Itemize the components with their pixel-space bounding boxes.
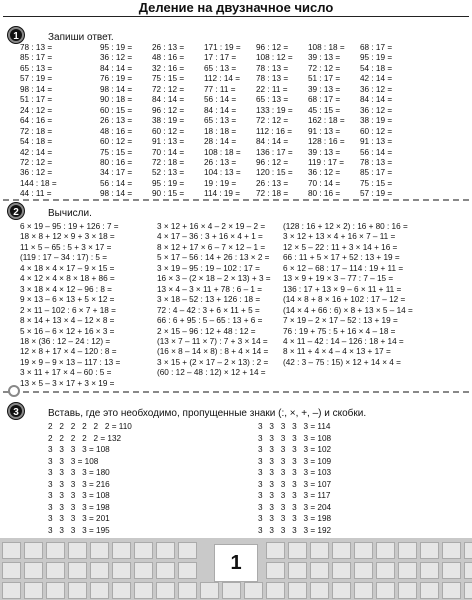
exercise-item: 19 × 9 – 9 × 13 – 117 : 13 = bbox=[20, 357, 121, 367]
grid-cell bbox=[376, 542, 395, 559]
exercise-column bbox=[308, 43, 345, 200]
grid-cell bbox=[68, 542, 87, 559]
exercise-item: 72 : 12 = bbox=[20, 157, 53, 167]
exercise-item: 76 : 19 = bbox=[100, 74, 133, 84]
exercise-item: 72 : 12 = bbox=[152, 84, 185, 94]
exercise-item: 84 : 14 = bbox=[204, 105, 237, 115]
exercise-item: 108 : 12 = bbox=[256, 53, 293, 63]
exercise-item: 34 : 17 = bbox=[100, 168, 133, 178]
grid-cell bbox=[134, 562, 153, 579]
exercise-item: (42 : 3 – 75 : 15) × 12 + 14 × 4 = bbox=[283, 357, 401, 367]
exercise-item: 96 : 12 = bbox=[256, 157, 289, 167]
grid-cell bbox=[442, 582, 461, 599]
exercise-item: 11 × 5 – 65 : 5 + 3 × 17 = bbox=[20, 242, 112, 252]
exercise-item: 36 : 12 = bbox=[20, 168, 53, 178]
exercise-item: 8 × 12 + 17 × 6 – 7 × 12 – 1 = bbox=[157, 242, 266, 252]
exercise-column bbox=[152, 43, 184, 200]
exercise-item: 120 : 15 = bbox=[256, 168, 293, 178]
grid-cell bbox=[46, 562, 65, 579]
grid-cell bbox=[420, 542, 439, 559]
exercise-item: 85 : 17 = bbox=[360, 168, 393, 178]
grid-cell bbox=[354, 562, 373, 579]
exercise-item: 39 : 13 = bbox=[308, 84, 341, 94]
exercise-item: 54 : 18 = bbox=[20, 137, 53, 147]
exercise-item: 51 : 17 = bbox=[20, 95, 53, 105]
grid-cell bbox=[156, 582, 175, 599]
exercise-item: 90 : 18 = bbox=[100, 95, 133, 105]
title-underline bbox=[3, 16, 469, 17]
exercise-item: 8 × 11 + 4 × 4 – 4 × 13 + 17 = bbox=[283, 347, 391, 357]
grid-cell bbox=[178, 542, 197, 559]
grid-cell bbox=[46, 582, 65, 599]
grid-cell bbox=[420, 582, 439, 599]
exercise-item: 66 : 11 + 5 × 17 + 52 : 13 + 19 = bbox=[283, 253, 400, 263]
exercise-item: 39 : 13 = bbox=[308, 53, 341, 63]
equation-item: 3 3 3 3 3 = 107 bbox=[258, 479, 332, 489]
grid-cell bbox=[464, 542, 472, 559]
equation-item: 3 3 3 3 3 = 109 bbox=[258, 456, 332, 466]
exercise-item: 72 : 4 – 42 : 3 + 6 × 11 + 5 = bbox=[157, 305, 260, 315]
exercise-item: 56 : 14 = bbox=[360, 147, 393, 157]
exercise-item: 3 × 18 × 4 × 12 – 96 : 8 = bbox=[20, 284, 112, 294]
exercise-item: 98 : 14 = bbox=[20, 84, 53, 94]
exercise-item: 13 × 9 + 19 × 3 – 77 : 7 – 15 = bbox=[283, 274, 394, 284]
section-divider-2 bbox=[3, 391, 469, 393]
exercise-item: 4 × 12 × 4 × 8 × 18 + 86 = bbox=[20, 274, 115, 284]
exercise-item: 36 : 12 = bbox=[100, 53, 133, 63]
exercise-item: 136 : 17 + 13 × 9 – 6 × 11 + 11 = bbox=[283, 284, 402, 294]
exercise-item: 18 × (36 : 12 – 24 : 12) = bbox=[20, 336, 111, 346]
exercise-item: 68 : 17 = bbox=[308, 95, 341, 105]
task-1-title: Запиши ответ. bbox=[48, 32, 114, 43]
grid-cell bbox=[398, 562, 417, 579]
exercise-item: 65 : 13 = bbox=[204, 63, 237, 73]
exercise-item: 3 × 11 + 17 × 4 – 60 : 5 = bbox=[20, 368, 112, 378]
exercise-item: 18 : 18 = bbox=[204, 126, 237, 136]
exercise-item: 39 : 13 = bbox=[308, 147, 341, 157]
exercise-item: 3 × 19 – 95 : 19 – 102 : 17 = bbox=[157, 263, 260, 273]
grid-cell bbox=[90, 582, 109, 599]
grid-cell bbox=[288, 582, 307, 599]
exercise-item: 98 : 14 = bbox=[100, 189, 133, 199]
exercise-item: 4 × 18 × 4 × 17 – 9 × 15 = bbox=[20, 263, 115, 273]
exercise-item: 65 : 13 = bbox=[256, 95, 289, 105]
exercise-item: 26 : 13 = bbox=[256, 178, 289, 188]
grid-cell bbox=[310, 562, 329, 579]
equation-item: 2 2 2 2 2 = 132 bbox=[48, 433, 122, 443]
equation-item: 3 3 3 3 3 = 108 bbox=[258, 433, 332, 443]
exercise-item: 8 × 14 + 13 × 4 – 12 × 8 = bbox=[20, 316, 115, 326]
exercise-item: 54 : 18 = bbox=[360, 63, 393, 73]
exercise-item: 52 : 13 = bbox=[152, 168, 185, 178]
grid-cell bbox=[134, 582, 153, 599]
grid-cell bbox=[112, 562, 131, 579]
equation-item: 3 3 3 3 3 = 192 bbox=[258, 525, 332, 535]
exercise-item: 18 × 8 + 12 × 9 + 3 × 18 = bbox=[20, 232, 115, 242]
exercise-item: (13 × 7 – 11 × 7) : 7 + 3 × 14 = bbox=[157, 336, 268, 346]
exercise-item: 38 : 19 = bbox=[360, 116, 393, 126]
exercise-item: 13 × 4 – 3 × 11 + 78 : 6 – 1 = bbox=[157, 284, 263, 294]
grid-cell bbox=[24, 562, 43, 579]
exercise-item: 3 × 12 + 16 × 4 – 2 × 19 – 2 = bbox=[157, 222, 266, 231]
footer-grid bbox=[0, 538, 472, 600]
exercise-item: 6 × 12 – 68 : 17 – 114 : 19 + 11 = bbox=[283, 263, 404, 273]
exercise-item: 65 : 13 = bbox=[20, 63, 53, 73]
exercise-item: 9 × 13 – 6 × 13 + 5 × 12 = bbox=[20, 295, 115, 305]
exercise-item: (16 × 8 – 14 × 8) : 8 + 4 × 14 = bbox=[157, 347, 269, 357]
exercise-item: 26 : 13 = bbox=[100, 116, 133, 126]
grid-cell bbox=[332, 542, 351, 559]
exercise-item: 171 : 19 = bbox=[204, 43, 241, 52]
exercise-item: 98 : 14 = bbox=[100, 84, 133, 94]
exercise-item: 91 : 13 = bbox=[152, 137, 185, 147]
exercise-item: 72 : 18 = bbox=[20, 126, 53, 136]
equation-item: 3 3 3 3 = 108 bbox=[48, 491, 110, 501]
exercise-item: 72 : 18 = bbox=[256, 189, 289, 199]
exercise-item: 36 : 12 = bbox=[360, 105, 393, 115]
exercise-item: 72 : 12 = bbox=[256, 116, 289, 126]
exercise-item: 133 : 19 = bbox=[256, 105, 293, 115]
exercise-column bbox=[20, 222, 120, 389]
exercise-item: 56 : 14 = bbox=[204, 95, 237, 105]
grid-cell bbox=[2, 542, 21, 559]
task-3-title: Вставь, где это необходимо, пропущенные знаки (:, ×, +, –) и скобки. bbox=[48, 408, 367, 419]
exercise-item: 84 : 14 = bbox=[360, 95, 393, 105]
exercise-item: 76 : 19 + 75 : 5 + 16 × 4 – 18 = bbox=[283, 326, 396, 336]
grid-cell bbox=[398, 582, 417, 599]
exercise-item: 12 × 8 + 17 × 4 – 120 : 8 = bbox=[20, 347, 117, 357]
exercise-item: 3 × 18 – 52 : 13 + 126 : 18 = bbox=[157, 295, 261, 305]
exercise-item: 16 × 3 – (2 × 18 – 2 × 13) + 3 = bbox=[157, 274, 271, 284]
grid-cell bbox=[200, 582, 219, 599]
grid-cell bbox=[332, 562, 351, 579]
exercise-item: 70 : 14 = bbox=[152, 147, 185, 157]
exercise-item: 77 : 11 = bbox=[204, 84, 236, 94]
equation-item: 3 3 3 3 3 = 204 bbox=[258, 502, 332, 512]
exercise-item: 28 : 14 = bbox=[204, 137, 237, 147]
grid-cell bbox=[354, 582, 373, 599]
grid-cell bbox=[354, 542, 373, 559]
exercise-column bbox=[157, 222, 271, 379]
exercise-item: (60 : 12 – 48 : 12) × 12 + 14 = bbox=[157, 368, 266, 378]
equation-item: 3 3 3 3 3 = 103 bbox=[258, 468, 332, 478]
exercise-item: 78 : 13 = bbox=[256, 63, 289, 73]
grid-cell bbox=[244, 582, 263, 599]
exercise-item: 75 : 15 = bbox=[360, 178, 393, 188]
grid-cell bbox=[442, 542, 461, 559]
exercise-item: 91 : 13 = bbox=[308, 126, 341, 136]
exercise-item: 4 × 11 – 42 : 14 – 126 : 18 + 14 = bbox=[283, 336, 404, 346]
exercise-item: 72 : 18 = bbox=[152, 157, 185, 167]
exercise-item: 68 : 17 = bbox=[360, 43, 393, 52]
page-number: 1 bbox=[214, 544, 258, 582]
exercise-item: 57 : 19 = bbox=[20, 74, 53, 84]
task-3-badge: 3 bbox=[8, 403, 24, 419]
exercise-item: 5 × 16 – 6 × 12 + 16 × 3 = bbox=[20, 326, 115, 336]
exercise-item: 60 : 12 = bbox=[152, 126, 185, 136]
grid-cell bbox=[420, 562, 439, 579]
grid-cell bbox=[68, 582, 87, 599]
exercise-item: 13 × 5 – 3 × 17 + 3 × 19 = bbox=[20, 378, 115, 388]
divider-dot bbox=[8, 385, 20, 397]
grid-cell bbox=[178, 562, 197, 579]
exercise-item: 6 × 19 – 95 : 19 + 126 : 7 = bbox=[20, 222, 119, 231]
exercise-column bbox=[256, 43, 293, 200]
exercise-item: 51 : 17 = bbox=[308, 74, 341, 84]
exercise-item: 75 : 15 = bbox=[100, 147, 133, 157]
grid-cell bbox=[156, 562, 175, 579]
task-2-badge: 2 bbox=[8, 203, 24, 219]
equation-item: 3 3 3 = 108 bbox=[48, 456, 99, 466]
exercise-item: 84 : 14 = bbox=[152, 95, 185, 105]
grid-cell bbox=[288, 542, 307, 559]
exercise-item: 48 : 16 = bbox=[100, 126, 133, 136]
exercise-item: 2 × 15 – 96 : 12 + 48 : 12 = bbox=[157, 326, 256, 336]
exercise-column bbox=[360, 43, 392, 200]
grid-cell bbox=[464, 582, 472, 599]
exercise-item: 65 : 13 = bbox=[204, 116, 237, 126]
exercise-item: 19 : 19 = bbox=[204, 178, 237, 188]
equation-item: 3 3 3 3 3 = 117 bbox=[258, 491, 331, 501]
exercise-item: 2 × 11 – 102 : 6 × 7 + 18 = bbox=[20, 305, 116, 315]
exercise-item: 78 : 13 = bbox=[360, 157, 393, 167]
section-divider-1 bbox=[3, 199, 469, 201]
task-2-title: Вычисли. bbox=[48, 208, 92, 219]
equation-item: 3 3 3 3 3 = 102 bbox=[258, 445, 332, 455]
grid-cell bbox=[266, 542, 285, 559]
page-title: Деление на двузначное число bbox=[138, 0, 334, 15]
grid-cell bbox=[222, 582, 241, 599]
equation-item: 3 3 3 3 = 195 bbox=[48, 525, 110, 535]
exercise-column bbox=[100, 43, 132, 200]
exercise-item: 96 : 12 = bbox=[152, 105, 185, 115]
exercise-item: 56 : 14 = bbox=[100, 178, 133, 188]
exercise-item: 91 : 13 = bbox=[360, 137, 393, 147]
exercise-item: 5 × 17 – 56 : 14 + 26 : 13 × 2 = bbox=[157, 253, 270, 263]
grid-cell bbox=[178, 582, 197, 599]
grid-cell bbox=[24, 542, 43, 559]
exercise-item: (128 : 16 + 12 × 2) : 16 + 80 : 16 = bbox=[283, 222, 408, 231]
exercise-item: 7 × 19 – 2 × 17 – 52 : 13 + 19 = bbox=[283, 316, 398, 326]
exercise-item: 119 : 17 = bbox=[308, 157, 345, 167]
exercise-item: 104 : 13 = bbox=[204, 168, 241, 178]
equation-item: 3 3 3 3 = 198 bbox=[48, 502, 110, 512]
exercise-item: 95 : 19 = bbox=[152, 178, 185, 188]
exercise-item: 17 : 17 = bbox=[204, 53, 237, 63]
equation-item: 3 3 3 3 = 201 bbox=[48, 514, 110, 524]
exercise-item: 24 : 12 = bbox=[20, 105, 53, 115]
exercise-item: 78 : 13 = bbox=[256, 74, 289, 84]
exercise-item: 44 : 11 = bbox=[20, 189, 52, 199]
exercise-item: 42 : 14 = bbox=[20, 147, 53, 157]
grid-cell bbox=[464, 562, 472, 579]
exercise-item: 84 : 14 = bbox=[100, 63, 133, 73]
grid-cell bbox=[310, 542, 329, 559]
grid-cell bbox=[398, 542, 417, 559]
grid-cell bbox=[112, 582, 131, 599]
grid-cell bbox=[112, 542, 131, 559]
exercise-item: 112 : 16 = bbox=[256, 126, 293, 136]
grid-cell bbox=[2, 582, 21, 599]
exercise-item: 45 : 15 = bbox=[308, 105, 341, 115]
exercise-item: 90 : 15 = bbox=[152, 189, 185, 199]
task-1-badge: 1 bbox=[8, 27, 24, 43]
exercise-item: 60 : 12 = bbox=[100, 137, 133, 147]
grid-cell bbox=[266, 562, 285, 579]
exercise-item: 26 : 13 = bbox=[204, 157, 237, 167]
exercise-item: 60 : 12 = bbox=[360, 126, 393, 136]
grid-cell bbox=[266, 582, 285, 599]
grid-cell bbox=[332, 582, 351, 599]
equation-item: 2 2 2 2 2 2 = 110 bbox=[48, 422, 132, 431]
exercise-item: 38 : 19 = bbox=[152, 116, 185, 126]
exercise-item: 85 : 17 = bbox=[20, 53, 53, 63]
equation-item: 3 3 3 3 3 = 198 bbox=[258, 514, 332, 524]
exercise-item: 36 : 12 = bbox=[360, 84, 393, 94]
exercise-item: 32 : 16 = bbox=[152, 63, 185, 73]
equation-item: 3 3 3 3 = 216 bbox=[48, 479, 110, 489]
exercise-item: (14 × 4 + 66 : 6) × 8 + 13 × 5 – 14 = bbox=[283, 305, 413, 315]
exercise-item: 22 : 11 = bbox=[256, 84, 288, 94]
exercise-item: 80 : 16 = bbox=[100, 157, 133, 167]
exercise-item: 42 : 14 = bbox=[360, 74, 393, 84]
exercise-column bbox=[283, 222, 413, 368]
exercise-item: 108 : 18 = bbox=[308, 43, 345, 52]
exercise-column bbox=[204, 43, 241, 200]
grid-cell bbox=[90, 562, 109, 579]
exercise-item: 70 : 14 = bbox=[308, 178, 341, 188]
equation-item: 3 3 3 3 3 = 114 bbox=[258, 422, 331, 431]
exercise-item: 4 × 17 – 36 : 3 + 16 × 4 + 1 = bbox=[157, 232, 263, 242]
grid-cell bbox=[134, 542, 153, 559]
grid-cell bbox=[24, 582, 43, 599]
exercise-item: 60 : 15 = bbox=[100, 105, 133, 115]
grid-cell bbox=[288, 562, 307, 579]
exercise-item: 26 : 13 = bbox=[152, 43, 185, 52]
exercise-item: 80 : 16 = bbox=[308, 189, 341, 199]
grid-cell bbox=[376, 582, 395, 599]
exercise-item: 12 × 5 – 22 : 11 + 3 × 14 + 16 = bbox=[283, 242, 398, 252]
grid-cell bbox=[310, 582, 329, 599]
exercise-item: 78 : 13 = bbox=[20, 43, 53, 52]
exercise-item: 66 : 6 + 95 : 5 – 65 : 13 + 6 = bbox=[157, 316, 263, 326]
exercise-item: 48 : 16 = bbox=[152, 53, 185, 63]
equation-item: 3 3 3 3 = 180 bbox=[48, 468, 110, 478]
exercise-item: 72 : 12 = bbox=[308, 63, 341, 73]
exercise-item: 95 : 19 = bbox=[100, 43, 133, 52]
exercise-item: 112 : 14 = bbox=[204, 74, 241, 84]
exercise-item: 144 : 18 = bbox=[20, 178, 57, 188]
exercise-column bbox=[20, 43, 57, 200]
exercise-item: 57 : 19 = bbox=[360, 189, 393, 199]
grid-cell bbox=[442, 562, 461, 579]
grid-cell bbox=[156, 542, 175, 559]
exercise-item: 36 : 12 = bbox=[308, 168, 341, 178]
exercise-item: 136 : 17 = bbox=[256, 147, 293, 157]
exercise-item: 162 : 18 = bbox=[308, 116, 345, 126]
exercise-item: (119 : 17 – 34 : 17) : 5 = bbox=[20, 253, 108, 263]
grid-cell bbox=[90, 542, 109, 559]
grid-cell bbox=[46, 542, 65, 559]
exercise-item: 75 : 15 = bbox=[152, 74, 185, 84]
exercise-item: 128 : 16 = bbox=[308, 137, 345, 147]
grid-cell bbox=[376, 562, 395, 579]
exercise-item: 3 × 15 + (2 × 17 – 2 × 13) : 2 = bbox=[157, 357, 269, 367]
exercise-item: 96 : 12 = bbox=[256, 43, 289, 52]
exercise-item: 64 : 16 = bbox=[20, 116, 53, 126]
exercise-item: 108 : 18 = bbox=[204, 147, 241, 157]
equation-item: 3 3 3 3 = 108 bbox=[48, 445, 110, 455]
exercise-item: 3 × 12 + 13 × 4 + 16 × 7 – 11 = bbox=[283, 232, 396, 242]
exercise-item: 84 : 14 = bbox=[256, 137, 289, 147]
exercise-item: 114 : 19 = bbox=[204, 189, 241, 199]
grid-cell bbox=[2, 562, 21, 579]
exercise-item: (14 × 8 + 8 × 16 + 102 : 17 – 12 = bbox=[283, 295, 406, 305]
exercise-item: 95 : 19 = bbox=[360, 53, 393, 63]
grid-cell bbox=[68, 562, 87, 579]
